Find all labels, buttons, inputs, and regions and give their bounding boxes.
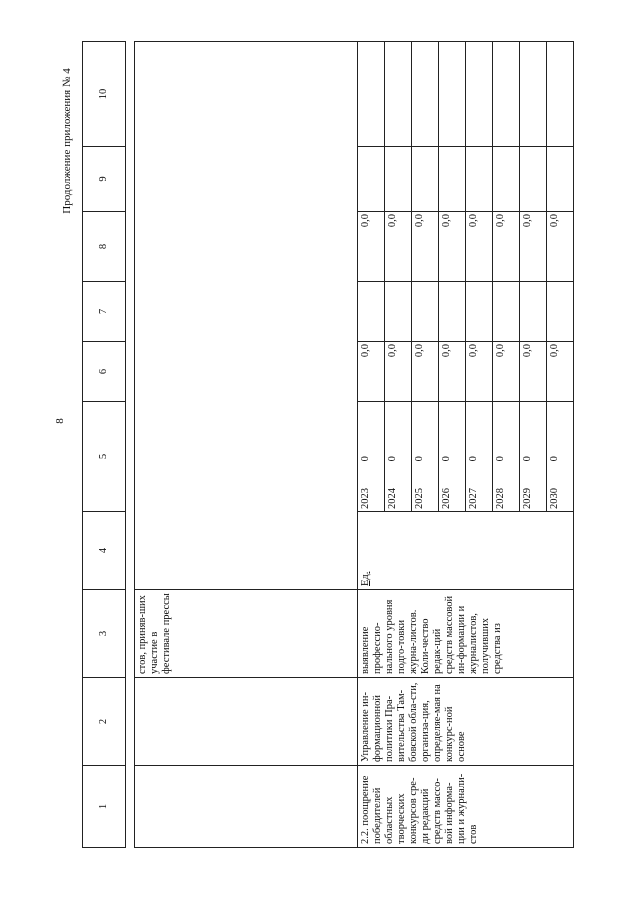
page-number: 8 xyxy=(53,418,66,424)
unit-text: Ед. xyxy=(358,512,574,590)
col-header: 9 xyxy=(83,147,126,212)
year-values-table: 2023 0 2024 0 2025 0 2026 0 2027 0 2028 0 2029 0 2030 0 xyxy=(358,402,573,511)
col-header: 8 xyxy=(83,212,126,282)
executor-text: Управление ин-формационной политики Пра-вительства Там-бовской обла-сти, организа-ция, определяе-мая на конкурс-ной основе xyxy=(358,678,574,766)
col-header: 2 xyxy=(83,678,126,766)
col-header: 1 xyxy=(83,766,126,848)
col-header: 10 xyxy=(83,42,126,147)
col9-values xyxy=(358,147,573,211)
col10-values xyxy=(358,42,573,146)
col-header: 6 xyxy=(83,342,126,402)
col-header: 4 xyxy=(83,512,126,590)
table-row xyxy=(358,42,574,848)
col-header: 3 xyxy=(83,590,126,678)
measure-title: 2.2. поощрение победителей областных творческих конкурсов сре-ди редакций средств массо-вой информа-ции и журнали-стов xyxy=(358,766,574,848)
appendix-note: Продолжение приложения № 4 xyxy=(61,68,73,214)
continued-text: стов, приняв-ших участие в фестивале прессы xyxy=(135,590,358,678)
column-numbers-row xyxy=(83,42,126,848)
col7-values xyxy=(358,282,573,341)
rotated-table-sheet xyxy=(82,42,622,848)
col8-values: 0,0 0,0 0,0 0,0 0,0 0,0 0,0 0,0 xyxy=(358,212,573,281)
continued-row xyxy=(135,42,358,848)
col-header: 5 xyxy=(83,402,126,512)
col6-values: 0,0 0,0 0,0 0,0 0,0 0,0 0,0 0,0 xyxy=(358,342,573,401)
program-table xyxy=(82,41,574,848)
col-header: 7 xyxy=(83,282,126,342)
indicator-text: выявление профессио-нального уровня подго-товки журна-листов. Коли-чество редак-ций средств массовой ин-формации и журналистов, получивших средства из xyxy=(358,590,574,678)
